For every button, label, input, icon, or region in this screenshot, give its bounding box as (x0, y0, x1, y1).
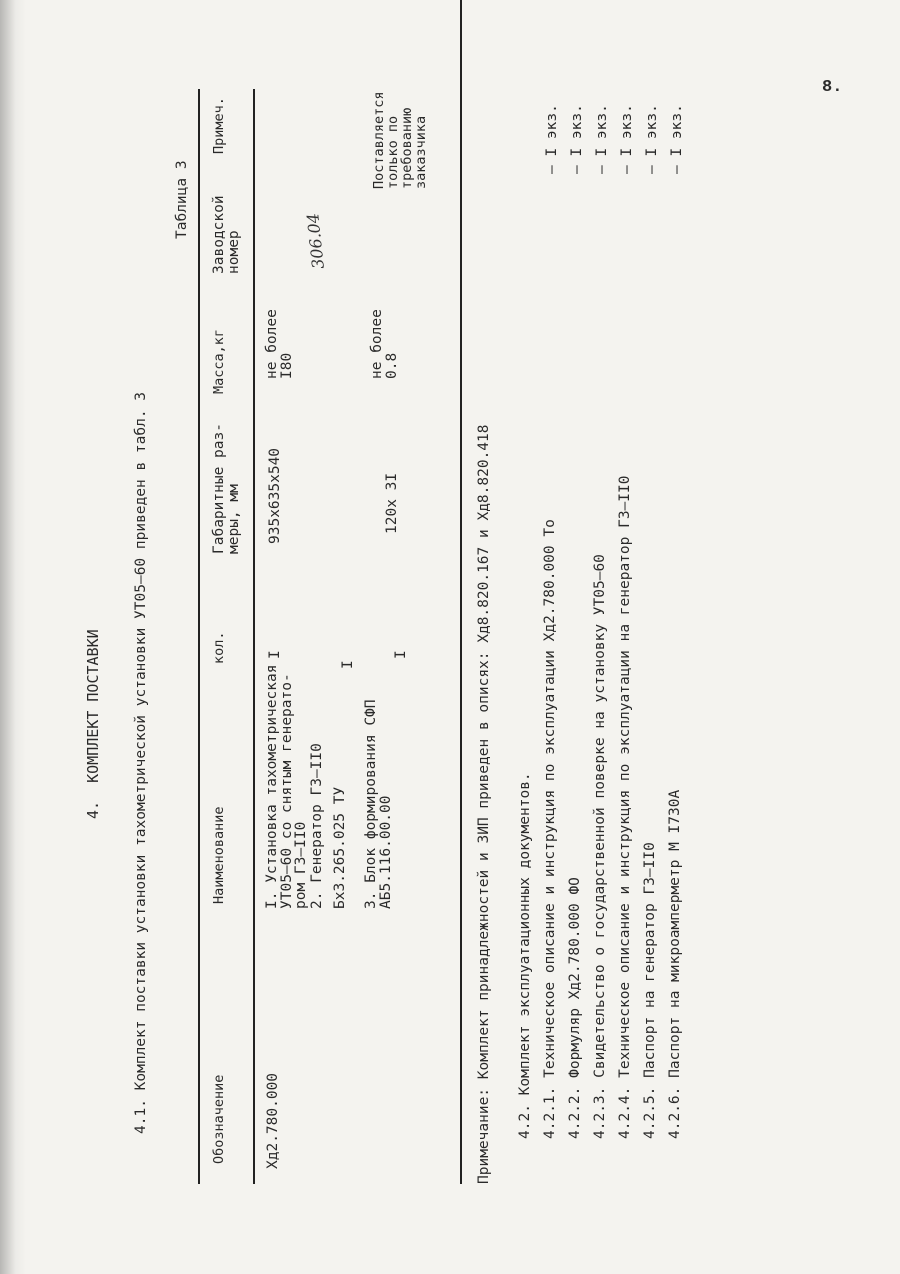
section-number: 4. (84, 800, 102, 819)
row3-note: Поставляется только по требованию заказчика (371, 91, 429, 189)
table-header-rule (253, 89, 255, 1184)
section-title (86, 629, 101, 819)
table-caption: Таблица 3 (174, 160, 190, 239)
row2-name: 2. Генератор Г3–II0 Бх3.265.025 ТУ (309, 743, 348, 909)
row3-dimensions: 120х 3I (384, 472, 400, 534)
table-top-rule (198, 89, 200, 1184)
doc-item-3-qty: – I экз. (594, 104, 610, 174)
doc-item-4-qty: – I экз. (619, 104, 635, 174)
cell-designation: Хд2.780.000 (265, 1072, 281, 1169)
intro-text: 4.1. Комплект поставки установки тахометрической установки УТ05–60 приведен в табл. 3 (133, 391, 149, 1134)
header-serial: Заводской номер (211, 195, 242, 274)
doc-item-2-qty: – I экз. (569, 104, 585, 174)
row2-qty: I (340, 660, 356, 669)
header-notes: Примеч. (211, 97, 227, 154)
doc-item-5-qty: – I экз. (644, 104, 660, 174)
page-number: 8. (822, 78, 843, 97)
header-dimensions: Габаритные раз- меры, мм (211, 423, 242, 554)
header-mass: Масса,кг (211, 328, 227, 394)
docs-heading: 4.2. Комплект эксплуатационных документов. (517, 772, 533, 1139)
doc-item-3: 4.2.3. Свидетельство о государственной поверке на установку УТ05–60 (592, 554, 608, 1139)
row3-mass: не более 0.8 (369, 309, 400, 379)
doc-item-2: 4.2.2. Формуляр Хд2.780.000 ФО (567, 877, 583, 1139)
row1-dimensions: 935х635х540 (267, 447, 283, 544)
doc-item-1-qty: – I экз. (544, 104, 560, 174)
header-designation: Обозначение (211, 1074, 227, 1164)
table-bottom-rule (460, 0, 462, 1184)
doc-item-4: 4.2.4. Техническое описание и инструкция по эксплуатации на генератор Г3–II0 (617, 475, 633, 1139)
doc-item-5: 4.2.5. Паспорт на генератор Г3–II0 (642, 842, 658, 1139)
section-title-text: КОМПЛЕКТ ПОСТАВКИ (84, 629, 102, 783)
doc-item-6-qty: – I экз. (669, 104, 685, 174)
row1-name: I. Установка тахометрическая УТ05–60 со снятым генерато- ром Г3–II0 (264, 664, 309, 909)
doc-item-1: 4.2.1. Техническое описание и инструкция по эксплуатации Хд2.780.000 То (542, 519, 558, 1139)
row3-name: 3. Блок формирования СФП АБ5.116.00.00 (363, 699, 394, 909)
handwritten-serial: 306.04 (303, 212, 328, 270)
row1-qty: I (267, 650, 283, 659)
table-footnote: Примечание: Комплект принадлежностей и ЗИП приведен в описях: Хд8.820.167 и Хд8.820.418 (476, 424, 492, 1184)
row1-mass: не более I80 (264, 309, 295, 379)
doc-item-6: 4.2.6. Паспорт на микроамперметр М I730А (667, 789, 683, 1139)
row3-qty: I (393, 650, 409, 659)
header-name: Наименование (211, 806, 227, 904)
header-qty: кол. (211, 631, 227, 664)
